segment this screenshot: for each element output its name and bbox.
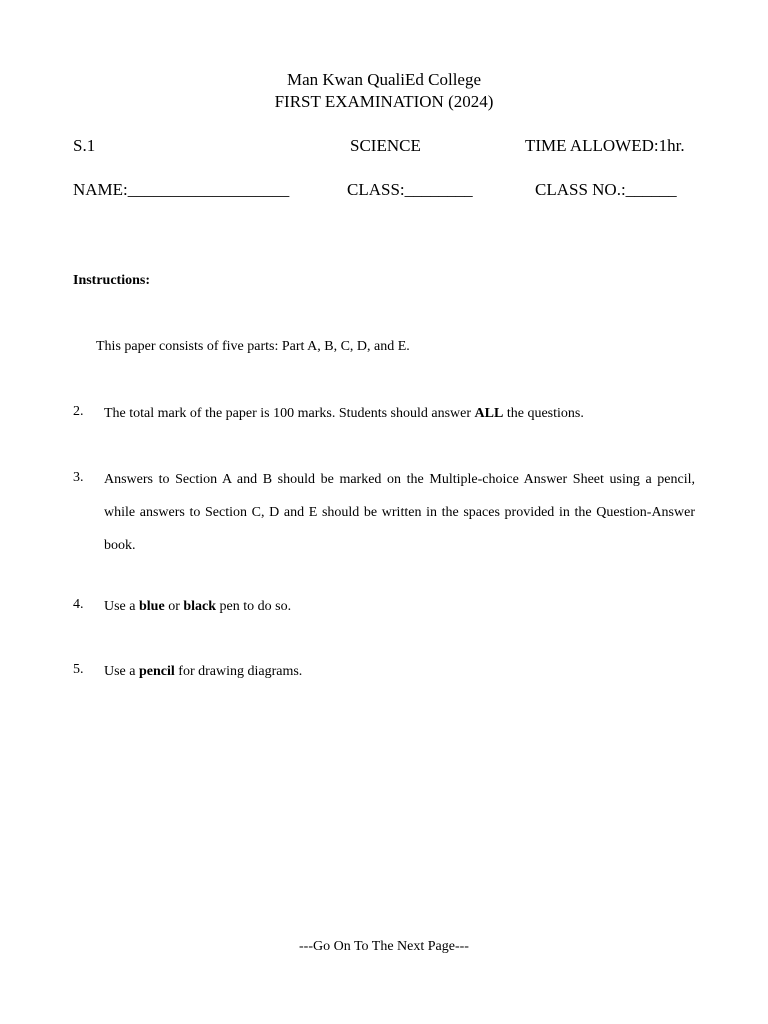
item-text: the questions. — [503, 406, 584, 421]
item-number: 3. — [73, 470, 84, 485]
item-emphasis: pencil — [139, 664, 175, 679]
next-page-footer: ---Go On To The Next Page--- — [299, 939, 469, 954]
instructions-heading: Instructions: — [73, 273, 151, 288]
class-number-field: CLASS NO.:______ — [535, 180, 677, 199]
item-text: pen to do so. — [216, 599, 292, 614]
time-allowed: TIME ALLOWED:1hr. — [525, 136, 685, 155]
item-number: 5. — [73, 662, 84, 677]
instruction-item-4 — [73, 597, 695, 617]
item-text: or — [164, 599, 184, 614]
item-text: Use a — [104, 664, 139, 679]
item-text: for drawing diagrams. — [174, 664, 303, 679]
instruction-item-2 — [73, 404, 695, 424]
instruction-item-1: This paper consists of five parts: Part A, B, C, D, and E. — [96, 339, 410, 354]
item-number: 2. — [73, 404, 84, 419]
subject-label: SCIENCE — [350, 136, 421, 155]
form-level: S.1 — [73, 136, 96, 155]
item-text: The total mark of the paper is 100 marks. Students should answer — [104, 406, 475, 421]
item-text: Use a — [104, 599, 139, 614]
item-text: Answers to Section A and B should be marked on the Multiple-choice Answer Sheet using a pencil, while answers to Section C, D and E should be written in the spaces provided in the Question-Answer book. — [104, 472, 695, 553]
class-field: CLASS:________ — [347, 180, 473, 199]
instruction-item-5 — [73, 662, 695, 682]
name-field: NAME:___________________ — [73, 180, 290, 199]
item-emphasis: black — [183, 599, 217, 614]
school-name: Man Kwan QualiEd College — [286, 70, 482, 89]
instruction-item-3 — [73, 463, 695, 562]
exam-title: FIRST EXAMINATION (2024) — [274, 92, 494, 111]
item-emphasis: ALL — [474, 406, 504, 421]
item-emphasis: blue — [139, 599, 165, 614]
item-number: 4. — [73, 597, 84, 612]
